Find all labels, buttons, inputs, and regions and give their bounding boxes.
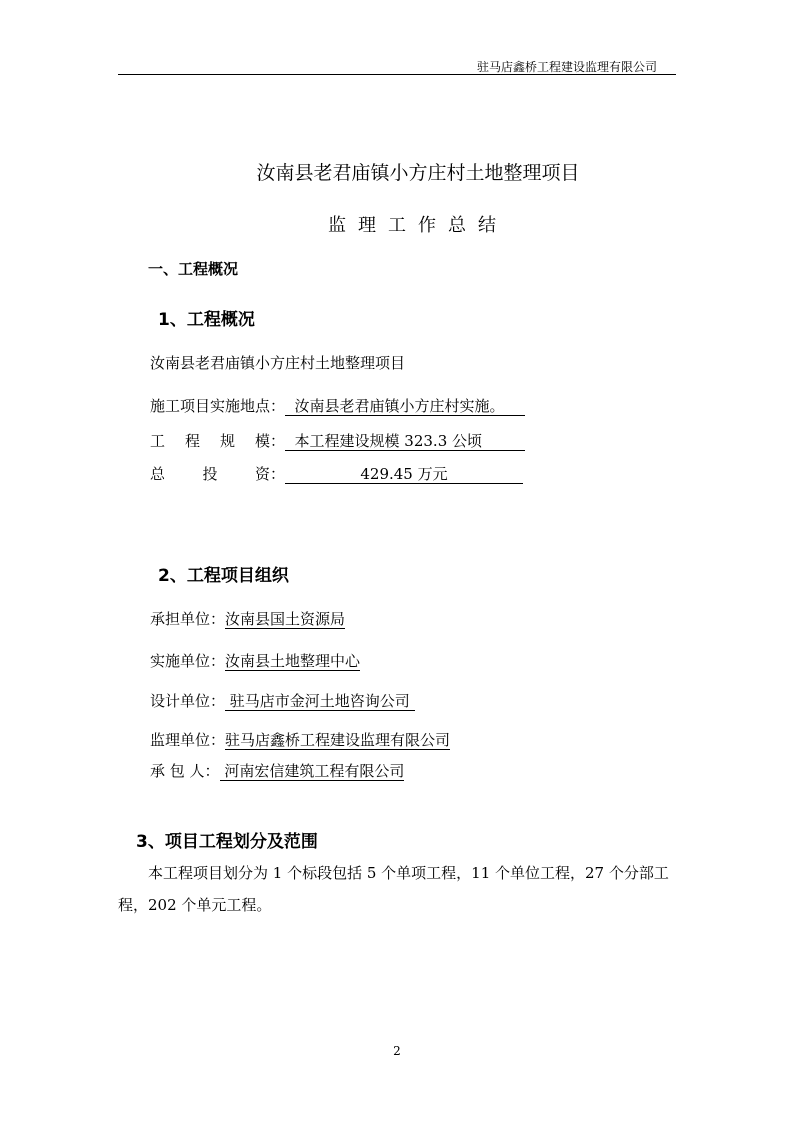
- designer-value: 驻马店市金河土地咨询公司: [225, 692, 415, 710]
- investment-label: [150, 463, 285, 484]
- supervisor-label: 监理单位：: [150, 731, 226, 749]
- scale-label-char: 模：: [254, 432, 285, 450]
- scale-label-char: 工: [150, 432, 166, 450]
- scale-label: [150, 430, 285, 451]
- location-value: 汝南县老君庙镇小方庄村实施。: [285, 397, 525, 416]
- scale-label-char: 规: [219, 432, 235, 450]
- supervisor-value: 驻马店鑫桥工程建设监理有限公司: [225, 731, 451, 749]
- investment-value: 429.45 万元: [285, 465, 523, 484]
- owner-row: [150, 608, 345, 629]
- scale-row: [150, 430, 525, 451]
- designer-label: 设计单位：: [150, 692, 226, 710]
- owner-value: 汝南县国土资源局: [225, 610, 346, 628]
- subsection-heading-2: 2、工程项目组织: [158, 566, 289, 586]
- location-label: 施工项目实施地点：: [150, 397, 286, 415]
- page-header-company: 驻马店鑫桥工程建设监理有限公司: [476, 60, 657, 74]
- contractor-row: [150, 760, 404, 781]
- header-rule: [118, 74, 676, 75]
- subsection-heading-3: 3、项目工程划分及范围: [136, 832, 318, 852]
- document-subtitle: 监理工作总结: [328, 215, 508, 236]
- contractor-label: 承 包 人：: [150, 762, 220, 780]
- subsection-heading-1: 1、工程概况: [158, 310, 255, 330]
- document-title: 汝南县老君庙镇小方庄村土地整理项目: [256, 162, 580, 184]
- page-number: 2: [393, 1044, 401, 1058]
- scale-label-char: 程: [184, 432, 200, 450]
- project-name: 汝南县老君庙镇小方庄村土地整理项目: [150, 354, 406, 372]
- investment-label-char: 投: [202, 465, 218, 483]
- implementer-row: [150, 650, 360, 671]
- implementer-label: 实施单位：: [150, 652, 226, 670]
- investment-row: [150, 463, 523, 484]
- division-paragraph: 本工程项目划分为 1 个标段包括 5 个单项工程，11 个单位工程，27 个分部工程，202 个单元工程。: [118, 864, 669, 914]
- supervisor-row: [150, 729, 450, 750]
- contractor-value: 河南宏信建筑工程有限公司: [219, 762, 405, 780]
- designer-row: [150, 690, 415, 711]
- investment-label-char: 资：: [254, 465, 285, 483]
- scale-value: 本工程建设规模 323.3 公顷: [285, 432, 525, 451]
- investment-label-char: 总: [150, 465, 166, 483]
- location-row: [150, 395, 525, 416]
- owner-label: 承担单位：: [150, 610, 226, 628]
- section-heading-1: 一、工程概况: [148, 260, 239, 278]
- implementer-value: 汝南县土地整理中心: [225, 652, 361, 670]
